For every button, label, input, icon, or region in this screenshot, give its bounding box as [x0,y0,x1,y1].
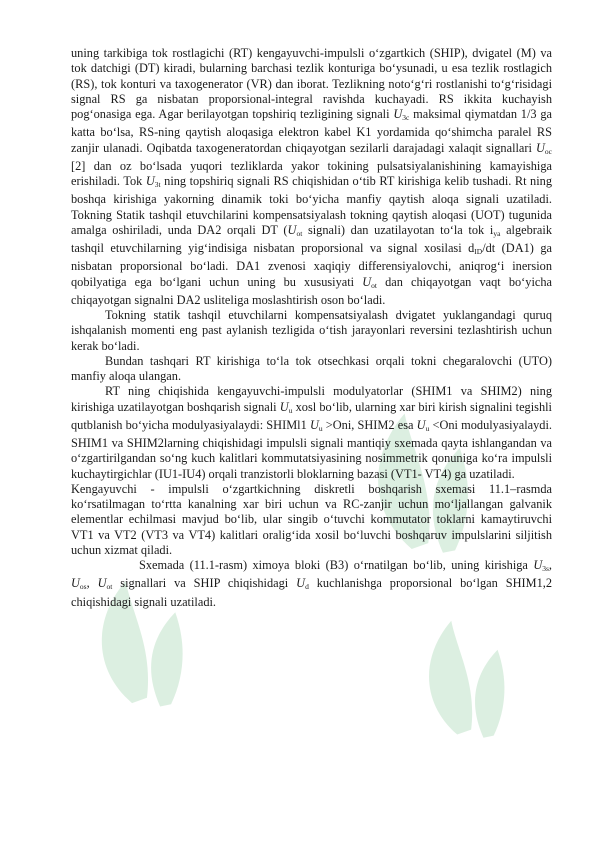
paragraph-p1 [71,46,552,308]
subscript: os [79,582,87,592]
math-symbol: U [309,417,319,432]
text-run: <Oni modulyasiyalaydi. SHIM1 va SHIM2larning chiqishidagi impulsli signali mantiqiy sxemada qayta ishlangandan va o‘zgartirilgandan so‘ng kuch kalitlari kommutatsiyasining nosimmetrik qonuniga ko‘ra impulsli kuchaytirgichlar (IU1-IU4) orqali tranzistorli bloklarning bazasi (VT1- VT4) ga uzatiladi. [71,417,552,481]
subscript: 3c [402,113,410,122]
subscript: oc [544,146,552,156]
math-symbol: U [535,140,545,155]
math-symbol: U [296,576,306,591]
math-symbol: U [393,107,403,121]
subscript: 3t [154,180,161,189]
subscript: u [288,405,293,415]
text-run: signali) dan uzatilayotan to‘la tok i [302,222,494,237]
subscript: ot [371,280,377,290]
paragraph-p5 [71,482,552,558]
text-run: >Oni, SHIM2 esa [322,417,417,432]
math-symbol: U [279,399,289,414]
text-run: ning topshiriq signali RS chiqishidan o‘tib RT kirishiga kelib tushadi. Rt ning boshqa kirishiga yakorning dinamik toki bo‘yicha manfiy qaytish aloqa signali uzatiladi. Tokning Statik tashqil etuvchilarini kompensatsiyalash tokning qaytish aloqasi (UOT) tugunida amalga oshiriladi, unda DA2 orqali DT ( [71,174,553,237]
text-run: Sxemada (11.1-rasm) ximoya bloki (B3) o‘rnatilgan bo‘lib, uning kirishiga [139,558,534,572]
text-run: Kengayuvchi - impulsli o‘zgartkichning diskretli boshqarish sxemasi 11.1–rasmda ko‘rsatilmagan to‘rtta kanalning xar biri uchun va RC-zanjir uchun mo‘ljallangan galvanik elementlar echilmasi mavjud bo‘lib, ular singib o‘tuvchi kommutator toklarni kamaytiruvchi VT1 va VT2 (VT3 va VT4) kalitlari oralig‘ida xosil bo‘luvchi boshqaruv impulslarini siljitish uchun xizmat qiladi. [71,481,552,557]
text-run: dan chiqayotgan vaqt bo‘yicha chiqayotgan signalni DA2 usliteliga moslashtirish oson bo‘ladi. [71,274,553,307]
text-run: xosl bo‘lib, ularning xar biri kirish signalini tegishli qutblanish bo‘yicha modulyasiyalaydi: SHIMl1 [71,399,552,432]
text-run: [2] dan oz bo‘lsada yuqori tezliklarda yakor tokining pulsatsiyalanishining kamayishiga erishiladi. Tok [71,158,552,188]
paragraph-p4 [71,384,552,482]
watermark-logo-icon [390,600,530,775]
subscript: ot [106,582,113,592]
subscript: d [305,582,309,592]
text-run: uning tarkibiga tok rostlagichi (RT) kengayuvchi-impulsli o‘zgartkich (SHIP), dvigatel (M) va tok datchigi (DT) kiradi, bularning barchasi tezlik konturiga bo‘ysunadi, u esa tezlik rostlagich (RS), tok konturi va taxogenerator (VR) dan iborat. Tezlikning noto‘g‘ri rostlanishi to‘g‘risidagi signal RS ga nisbatan proporsional-integral ravishda kuchayadi. RS ikkita kuchayish pog‘onasiga ega. Agar berilayotgan topshiriq tezligining signali [71,46,552,121]
text-run: signallari va SHIP chiqishidagi [112,576,297,591]
subscript: ID [474,247,483,256]
math-symbol: U [145,174,155,188]
text-run: Bundan tashqari RT kirishiga to‘la tok otsechkasi orqali tokni chegaralovchi (UTO) manfiy aloqa ulangan. [71,353,552,383]
text-run: Tokning statik tashqil etuvchilarni kompensatsiyalash dvigatet yuklangandagi quruq ishqalanish momenti eng past aylanish tezligida o‘tish jarayonlari reversini tezlashtirish uchun kerak bo‘ladi. [71,308,552,353]
math-symbol: U [287,222,297,237]
text-run: algebraik tashqil etuvchilarning yig‘indisiga nisbatan proporsional va signal xosilasi d [71,222,552,255]
math-symbol: U [416,417,426,432]
text-run: maksimal qiymatdan 1/3 ga katta bo‘lsa, RS-ning qaytish aloqasiga elektron kabel K1 yordamida qo‘shimcha paralel RS zanjir ulanadi. Oqibatda taxogeneratordan chiqayotgan sezilarli darajadagi xalaqit signallari [71,107,553,155]
math-symbol: U [71,576,80,591]
math-symbol: U [97,576,107,591]
paragraph-p3 [71,354,552,385]
math-symbol: U [362,274,372,289]
paragraph-p6 [71,558,552,610]
subscript: ya [493,228,501,238]
text-run: , [548,558,552,572]
text-run: RT ning chiqishida kengayuvchi-impulsli modulyatorlar (SHIM1 va SHIM2) ning kirishiga uzatilayotgan boshqarish signali [71,384,552,414]
math-symbol: U [533,558,543,572]
paragraph-p2 [71,308,552,354]
subscript: u [318,423,323,433]
subscript: ot [296,228,303,238]
document-body [71,46,552,610]
text-run: , [86,576,98,591]
subscript: 3s [542,564,549,573]
text-run: kuchlanishga proporsional bo‘lgan SHIM1,2 chiqishidagi signali uzatiladi. [71,576,553,609]
subscript: u [425,423,430,433]
text-run: /dt (DA1) ga nisbatan proporsional bo‘ladi. DA1 zvenosi xaqiqiy differensiyalovchi, aniqrog‘i inersion qobilyatiga ega bo‘lgani uchun uning bu xususiyati [71,241,552,289]
